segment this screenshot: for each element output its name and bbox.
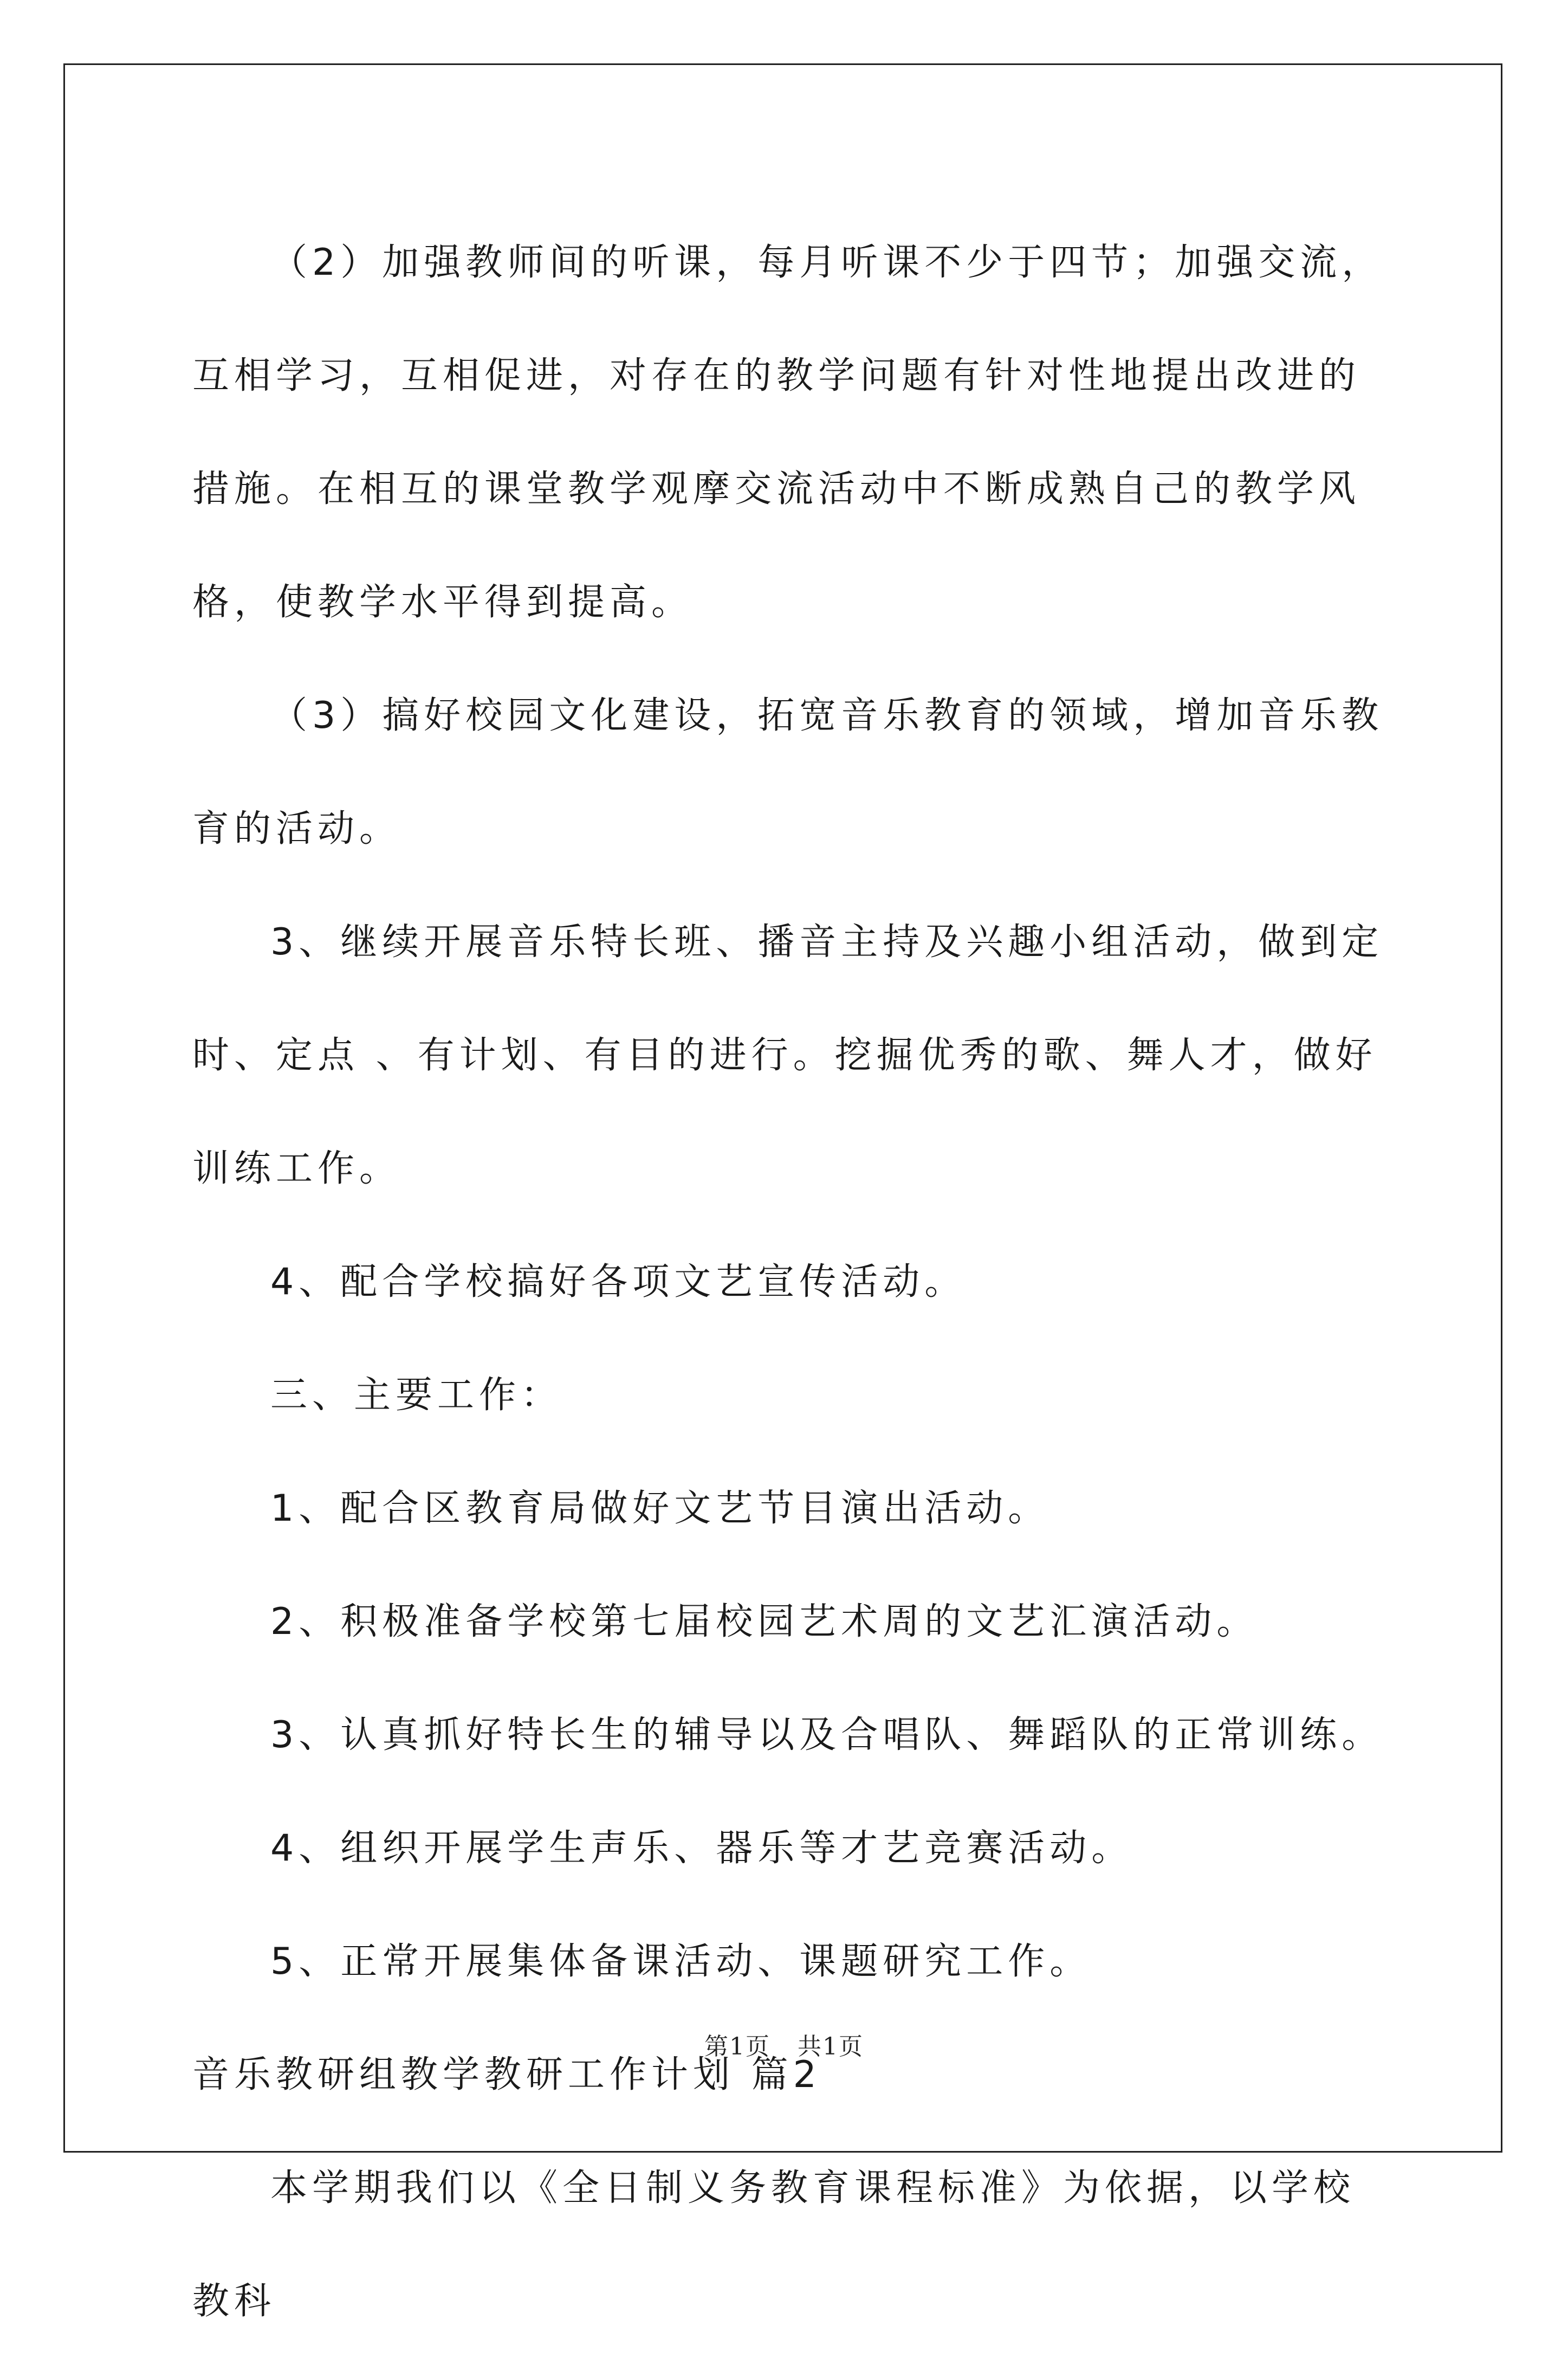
list-item-competition: 4、组织开展学生声乐、器乐等才艺竞赛活动。 [270, 1827, 1133, 1870]
paragraph-special-classes: 3、继续开展音乐特长班、播音主持及兴趣小组活动，做到定时、定点 、有计划、有目的进行。挖掘优秀的歌、舞人才，做好训练工作。 [192, 921, 1384, 1190]
paragraph-campus-culture: （3）搞好校园文化建设，拓宽音乐教育的领域，增加音乐教育的活动。 [192, 694, 1384, 850]
list-item-art-week: 2、积极准备学校第七届校园艺术周的文艺汇演活动。 [270, 1600, 1259, 1643]
section-heading-main-work: 三、主要工作： [270, 1374, 563, 1417]
list-item-performance: 1、配合区教育局做好文艺节目演出活动。 [270, 1487, 1050, 1530]
paragraph-publicity-activities: 4、配合学校搞好各项文艺宣传活动。 [270, 1261, 967, 1303]
list-item-lesson-prep: 5、正常开展集体备课活动、课题研究工作。 [270, 1940, 1092, 1983]
section-title-plan-2: 音乐教研组教学教研工作计划 篇2 [192, 2053, 821, 2096]
page-footer [0, 2027, 1568, 2062]
paragraph-plan-2-intro: 本学期我们以《全日制义务教育课程标准》为依据，以学校教科 [192, 2167, 1356, 2323]
paragraph-listening-exchange: （2）加强教师间的听课，每月听课不少于四节；加强交流，互相学习，互相促进，对存在的教学问题有针对性地提出改进的措施。在相互的课堂教学观摩交流活动中不断成熟自己的教学风格，使教学水平得到提高。 [192, 241, 1384, 624]
page-number-current: 第1页 [704, 2033, 770, 2060]
page-number-total: 共1页 [798, 2033, 864, 2060]
list-item-training: 3、认真抓好特长生的辅导以及合唱队、舞蹈队的正常训练。 [270, 1714, 1384, 1756]
